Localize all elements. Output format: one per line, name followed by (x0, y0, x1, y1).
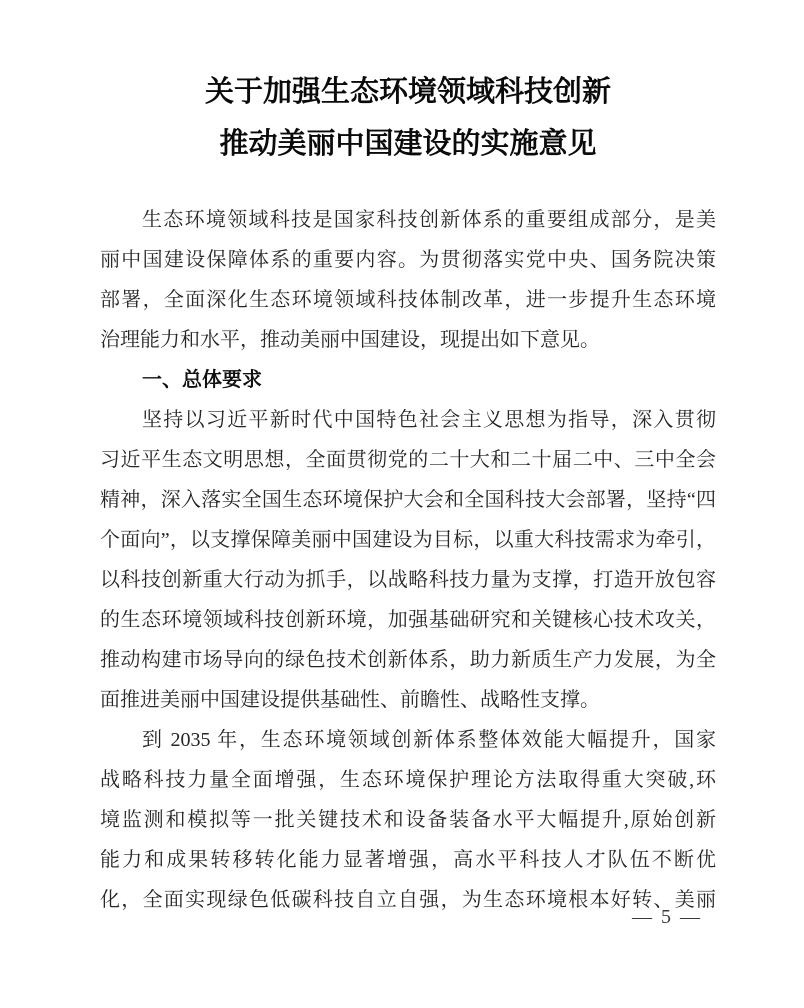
document-body (100, 200, 716, 920)
text-line: 到 2035 年，生态环境领域创新体系整体效能大幅提升，国家 (142, 729, 716, 751)
text-line: 战略科技力量全面增强，生态环境保护理论方法取得重大突破,环 (100, 769, 716, 791)
text-line: 境监测和模拟等一批关键技术和设备装备水平大幅提升,原始创新 (100, 809, 716, 831)
text-line: 坚持以习近平新时代中国特色社会主义思想为指导，深入贯彻 (142, 409, 716, 431)
document-title (100, 66, 716, 170)
text-line: 个面向”，以支撑保障美丽中国建设为目标，以重大科技需求为牵引， (100, 529, 716, 551)
text-line: 精神，深入落实全国生态环境保护大会和全国科技大会部署，坚持“四 (100, 489, 716, 511)
text-line: 以科技创新重大行动为抓手，以战略科技力量为支撑，打造开放包容 (100, 569, 716, 591)
text-line: 面推进美丽中国建设提供基础性、前瞻性、战略性支撑。 (100, 689, 600, 711)
text-line: 丽中国建设保障体系的重要内容。为贯彻落实党中央、国务院决策 (100, 249, 716, 271)
document-title-line-1: 关于加强生态环境领域科技创新 (204, 76, 611, 108)
text-line: 的生态环境领域科技创新环境，加强基础研究和关键核心技术攻关， (100, 609, 716, 631)
text-line: 化，全面实现绿色低碳科技自立自强，为生态环境根本好转、美丽 (100, 889, 716, 911)
text-line: 推动构建市场导向的绿色技术创新体系，助力新质生产力发展，为全 (100, 649, 716, 671)
text-line: 能力和成果转移转化能力显著增强，高水平科技人才队伍不断优 (100, 849, 716, 871)
page-number: — 5 — (632, 906, 702, 928)
text-line: 习近平生态文明思想，全面贯彻党的二十大和二十届二中、三中全会 (100, 449, 716, 471)
text-line: 部署，全面深化生态环境领域科技体制改革，进一步提升生态环境 (100, 289, 716, 311)
text-line: 治理能力和水平，推动美丽中国建设，现提出如下意见。 (100, 329, 600, 351)
document-title-line-2: 推动美丽中国建设的实施意见 (219, 128, 597, 160)
section-heading: 一、总体要求 (142, 369, 262, 391)
text-line: 生态环境领域科技是国家科技创新体系的重要组成部分，是美 (142, 209, 716, 231)
